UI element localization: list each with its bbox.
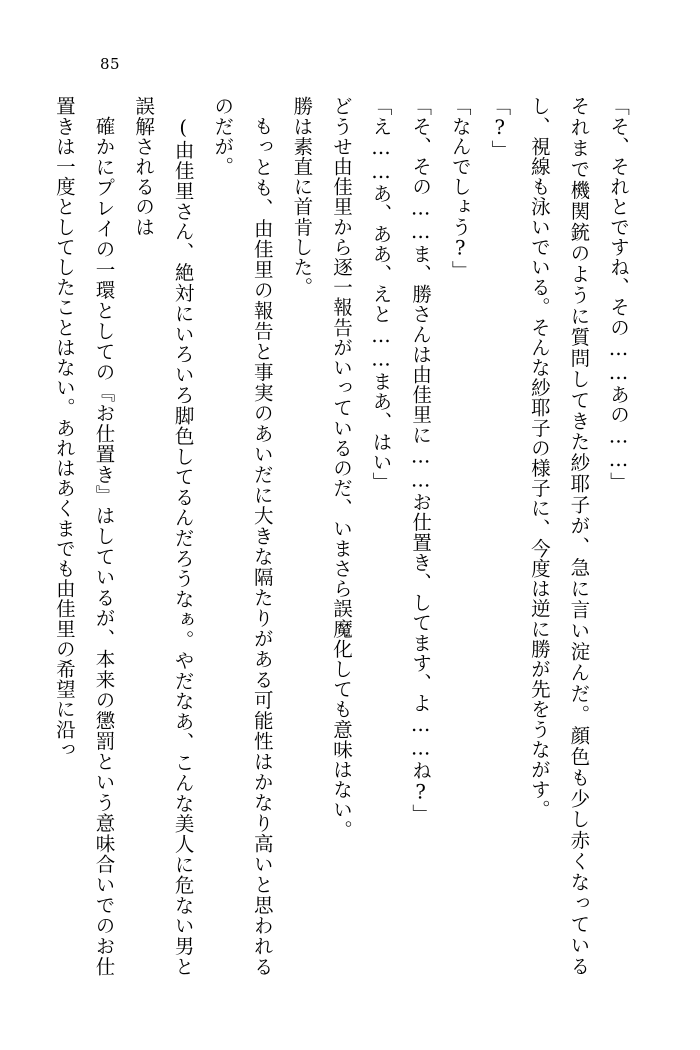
page-number: 85 xyxy=(100,55,121,73)
paragraph: 勝は素直に首肯した。 xyxy=(290,96,314,297)
page-text-body xyxy=(52,96,638,976)
paragraph: 「そ、その……ま、勝さんは由佳里に……お仕置き、してます、よ……ね?」 xyxy=(409,96,433,824)
paragraph: どうせ由佳里から逐一報告がいっているのだ、いまさら誤魔化しても意味はない。 xyxy=(329,96,353,840)
paragraph: 「そ、それとですね、その……あの……」 xyxy=(607,96,630,492)
paragraph: 「え……あ、ああ、えと……まあ、はい」 xyxy=(369,96,393,492)
paragraph: (由佳里さん、絶対にいろいろ脚色してるんだろうなぁ。やだなあ、こんな美人に危ない男と誤解されるのは xyxy=(132,96,195,976)
paragraph: 確かにプレイの一環としての『お仕置き』はしているが、本来の懲罰という意味合いでのお仕置きは一度としてしたことはない。あれはあくまでも由佳里の希望に沿っ xyxy=(52,96,116,976)
paragraph: それまで機関銃のように質問してきた紗耶子が、急に言い淀んだ。顔色も少し赤くなっているし、視線も泳いでいる。そんな紗耶子の様子に、今度は逆に勝が先をうながす。 xyxy=(527,96,591,976)
paragraph: 「なんでしょう?」 xyxy=(448,96,472,281)
paragraph: 「?」 xyxy=(488,96,512,160)
paragraph: もっとも、由佳里の報告と事実のあいだに大きな隔たりがある可能性はかなり高いと思われるのだが。 xyxy=(211,96,274,976)
